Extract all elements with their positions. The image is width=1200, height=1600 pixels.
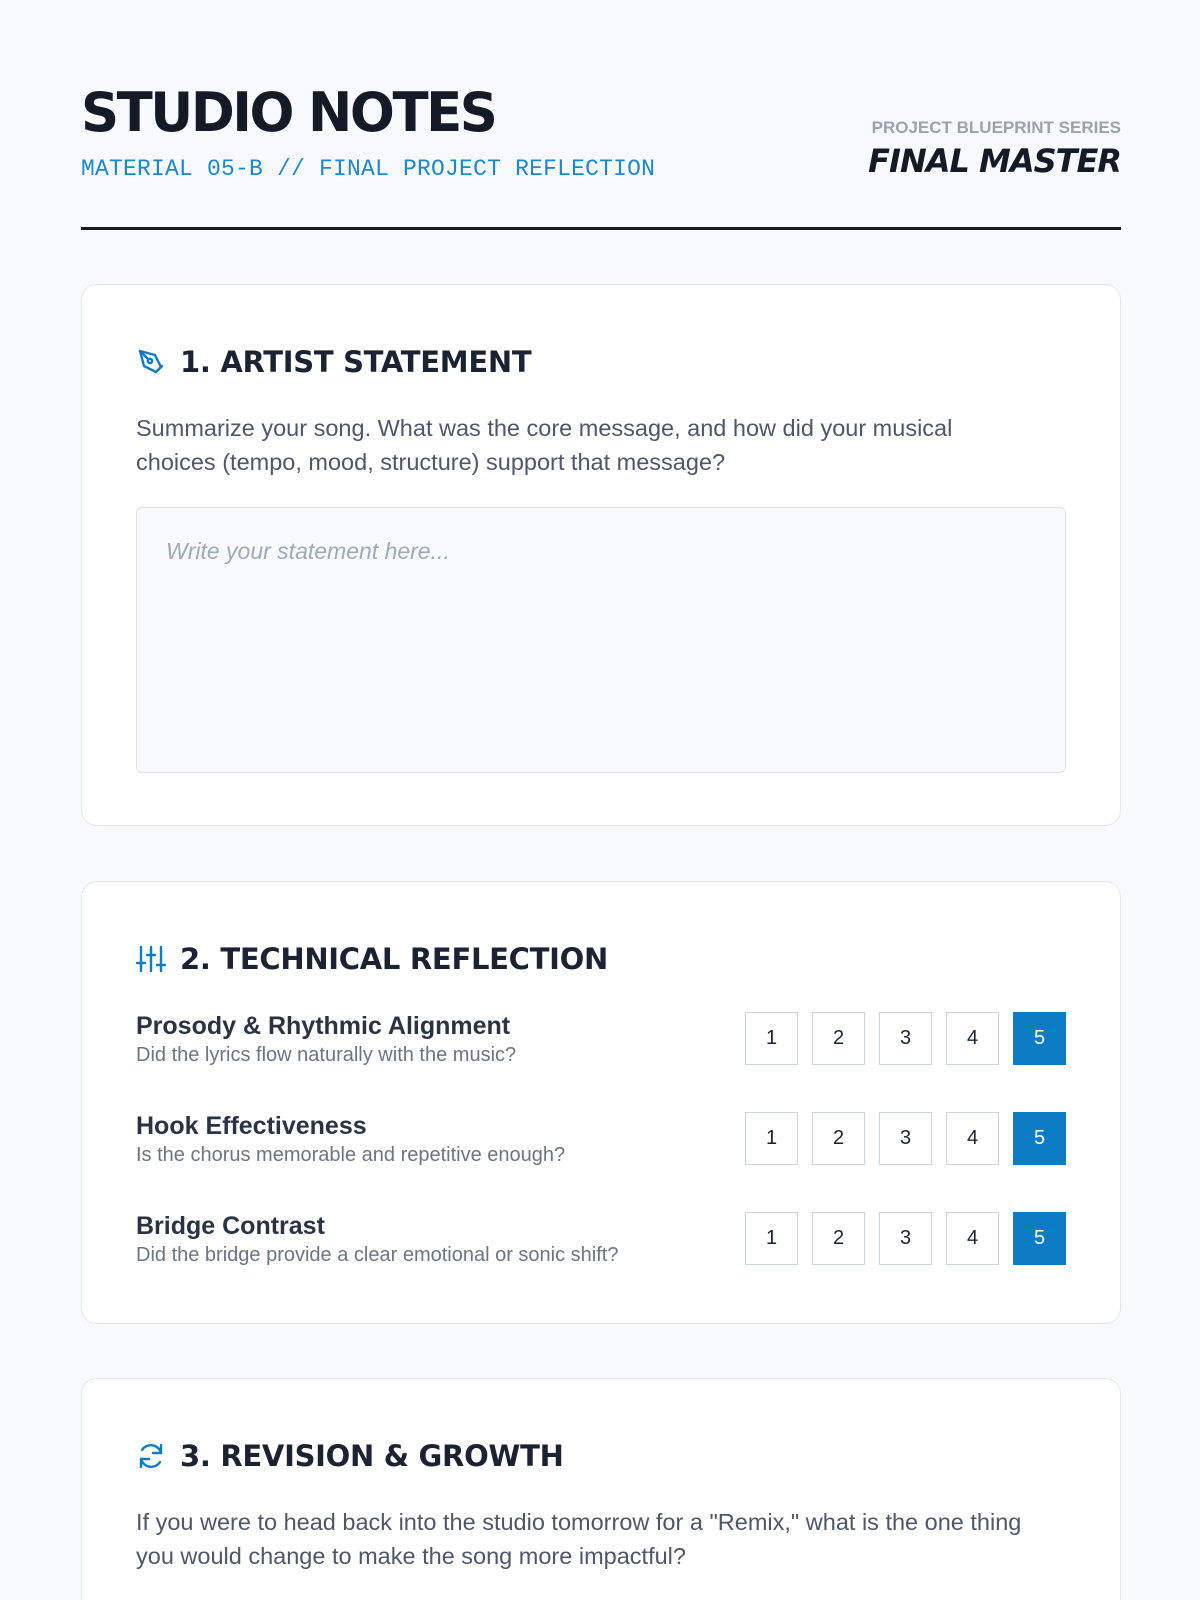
revision-growth-prompt: If you were to head back into the studio tomorrow for a "Remix," what is the one thing you would change to make the song more impactful? (136, 1509, 1022, 1569)
rating-button-5[interactable]: 5 (1013, 1112, 1066, 1165)
rating-button-1[interactable]: 1 (745, 1112, 798, 1165)
criterion-description: Did the bridge provide a clear emotional or sonic shift? (136, 1244, 619, 1266)
rating-button-2[interactable]: 2 (812, 1112, 865, 1165)
rating-button-3[interactable]: 3 (879, 1212, 932, 1265)
rating-scale (731, 1012, 1066, 1065)
rating-button-5[interactable]: 5 (1013, 1212, 1066, 1265)
rating-button-3[interactable]: 3 (879, 1012, 932, 1065)
rating-scale (731, 1112, 1066, 1165)
refresh-icon (136, 1441, 166, 1471)
artist-statement-header (136, 345, 531, 379)
sliders-icon (136, 944, 166, 974)
rating-button-2[interactable]: 2 (812, 1212, 865, 1265)
artist-statement-input[interactable] (136, 507, 1066, 773)
edition-label: FINAL MASTER (868, 142, 1121, 180)
pen-nib-icon (136, 347, 166, 377)
rating-scale (731, 1212, 1066, 1265)
rating-button-2[interactable]: 2 (812, 1012, 865, 1065)
rating-button-3[interactable]: 3 (879, 1112, 932, 1165)
technical-reflection-title: 2. TECHNICAL REFLECTION (180, 942, 608, 976)
page-header (81, 80, 1121, 230)
criterion-name: Bridge Contrast (136, 1212, 325, 1240)
revision-growth-header (136, 1439, 564, 1473)
revision-growth-title: 3. REVISION & GROWTH (180, 1439, 564, 1473)
criterion-row (136, 1112, 1066, 1172)
criterion-name: Hook Effectiveness (136, 1112, 367, 1140)
artist-statement-title: 1. ARTIST STATEMENT (180, 345, 532, 379)
rating-button-1[interactable]: 1 (745, 1212, 798, 1265)
criterion-description: Did the lyrics flow naturally with the music? (136, 1044, 517, 1066)
page-subtitle: MATERIAL 05-B // FINAL PROJECT REFLECTION (81, 156, 656, 182)
criterion-row (136, 1212, 1066, 1272)
page-title: STUDIO NOTES (81, 81, 496, 144)
revision-growth-card (81, 1378, 1121, 1600)
rating-button-4[interactable]: 4 (946, 1112, 999, 1165)
technical-reflection-header (136, 942, 608, 976)
rating-button-1[interactable]: 1 (745, 1012, 798, 1065)
technical-reflection-card (81, 881, 1121, 1324)
series-label: PROJECT BLUEPRINT SERIES (871, 118, 1121, 137)
artist-statement-prompt: Summarize your song. What was the core message, and how did your musical choices (tempo, mood, structure) support that message? (136, 415, 953, 475)
rating-button-4[interactable]: 4 (946, 1012, 999, 1065)
criterion-name: Prosody & Rhythmic Alignment (136, 1012, 511, 1040)
rating-button-4[interactable]: 4 (946, 1212, 999, 1265)
artist-statement-card (81, 284, 1121, 826)
criterion-description: Is the chorus memorable and repetitive enough? (136, 1144, 566, 1166)
rating-button-5[interactable]: 5 (1013, 1012, 1066, 1065)
criterion-row (136, 1012, 1066, 1072)
